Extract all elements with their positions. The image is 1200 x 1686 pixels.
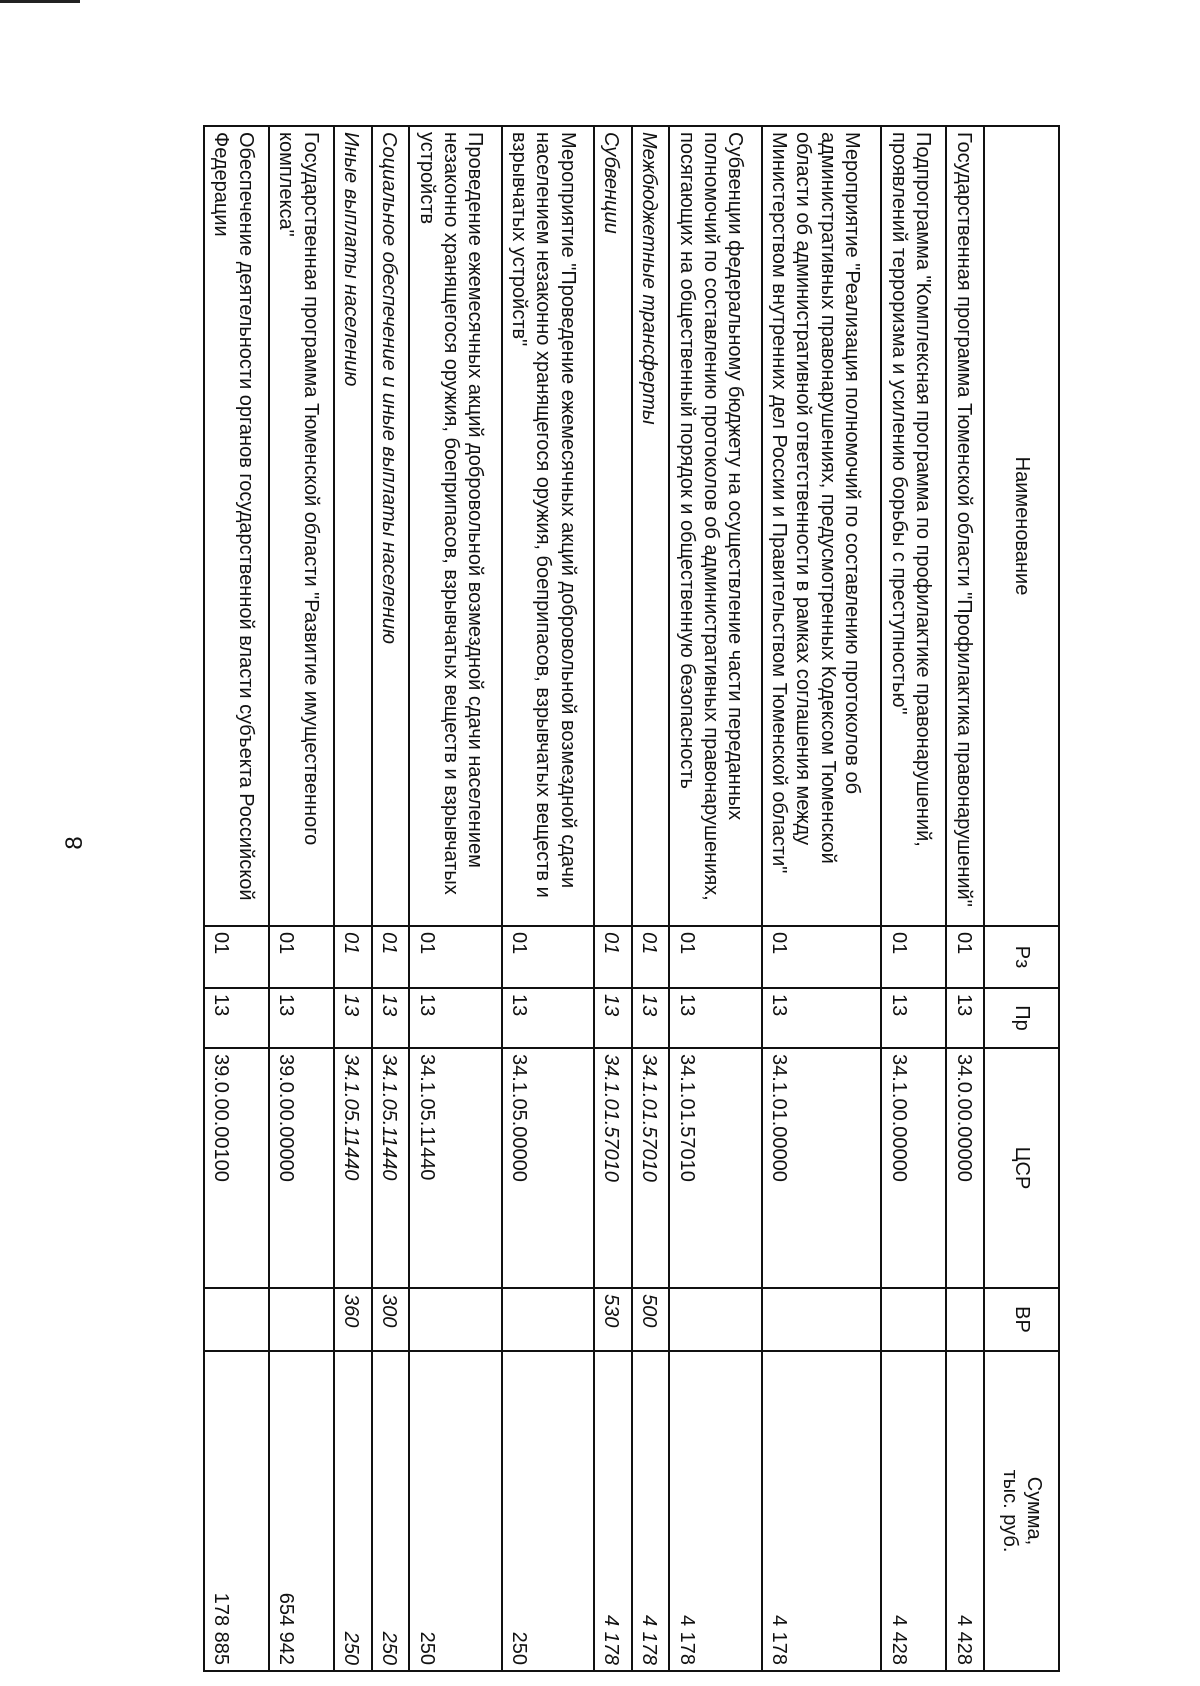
cell-sum: 178 885 [204, 1351, 269, 1671]
cell-csr: 34.1.01.57010 [669, 1048, 761, 1288]
cell-pr: 13 [946, 988, 984, 1048]
table-row [762, 126, 882, 1671]
table-row [204, 126, 269, 1671]
cell-pr: 13 [632, 988, 670, 1048]
cell-name: Социальное обеспечение и иные выплаты населению [372, 126, 410, 926]
rotated-table-frame [203, 125, 1060, 1670]
cell-rz: 01 [669, 926, 761, 988]
cell-sum: 4 178 [762, 1351, 882, 1671]
cell-csr: 34.1.00.00000 [881, 1048, 946, 1288]
cell-vr [946, 1288, 984, 1351]
header-sum: Сумма, тыс. руб. [984, 1351, 1059, 1671]
cell-vr [762, 1288, 882, 1351]
cell-pr: 13 [372, 988, 410, 1048]
cell-rz: 01 [594, 926, 632, 988]
cell-vr [204, 1288, 269, 1351]
budget-table [203, 125, 1060, 1672]
cell-sum: 654 942 [269, 1351, 334, 1671]
cell-sum: 4 178 [594, 1351, 632, 1671]
cell-rz: 01 [204, 926, 269, 988]
cell-sum: 250 [334, 1351, 372, 1671]
cell-vr [881, 1288, 946, 1351]
cell-csr: 34.1.01.00000 [762, 1048, 882, 1288]
cell-name: Субвенции [594, 126, 632, 926]
cell-sum: 250 [409, 1351, 501, 1671]
cell-sum: 250 [502, 1351, 594, 1671]
cell-pr: 13 [204, 988, 269, 1048]
table-row [632, 126, 670, 1671]
table-row [409, 126, 501, 1671]
cell-pr: 13 [269, 988, 334, 1048]
cell-pr: 13 [881, 988, 946, 1048]
cell-csr: 34.1.05.11440 [334, 1048, 372, 1288]
cell-vr: 530 [594, 1288, 632, 1351]
cell-csr: 34.1.01.57010 [594, 1048, 632, 1288]
table-row [502, 126, 594, 1671]
cell-pr: 13 [502, 988, 594, 1048]
cell-pr: 13 [594, 988, 632, 1048]
cell-vr [269, 1288, 334, 1351]
cell-name: Субвенции федеральному бюджету на осуществление части переданных полномочий по составлению протоколов об административных правонарушениях, посягающих на общественный порядок и общественную безопасность [669, 126, 761, 926]
table-row [946, 126, 984, 1671]
cell-csr: 34.1.05.00000 [502, 1048, 594, 1288]
cell-csr: 39.0.00.00100 [204, 1048, 269, 1288]
cell-name: Подпрограмма "Комплексная программа по профилактике правонарушений, проявлений терроризма и усилению борьбы с преступностью" [881, 126, 946, 926]
cell-rz: 01 [269, 926, 334, 988]
table-row [669, 126, 761, 1671]
cell-name: Государственная программа Тюменской области "Развитие имущественного комплекса" [269, 126, 334, 926]
cell-name: Иные выплаты населению [334, 126, 372, 926]
cell-rz: 01 [632, 926, 670, 988]
cell-pr: 13 [669, 988, 761, 1048]
header-vr: ВР [984, 1288, 1059, 1351]
cell-vr [409, 1288, 501, 1351]
cell-name: Обеспечение деятельности органов государственной власти субъекта Российской Федерации [204, 126, 269, 926]
table-header-row [984, 126, 1059, 1671]
cell-pr: 13 [334, 988, 372, 1048]
cell-vr: 300 [372, 1288, 410, 1351]
table-body [204, 126, 984, 1671]
cell-rz: 01 [881, 926, 946, 988]
cell-csr: 34.1.05.11440 [372, 1048, 410, 1288]
cell-name: Проведение ежемесячных акций добровольной возмездной сдачи населением незаконно хранящегося оружия, боеприпасов, взрывчатых веществ и взрывчатых устройств [409, 126, 501, 926]
header-pr: Пр [984, 988, 1059, 1048]
header-name: Наименование [984, 126, 1059, 926]
table-row [269, 126, 334, 1671]
cell-vr: 360 [334, 1288, 372, 1351]
cell-csr: 34.1.05.11440 [409, 1048, 501, 1288]
table-row [334, 126, 372, 1671]
cell-rz: 01 [502, 926, 594, 988]
page-number: 8 [61, 836, 88, 850]
cell-rz: 01 [946, 926, 984, 988]
cell-vr [502, 1288, 594, 1351]
cell-sum: 250 [372, 1351, 410, 1671]
header-rz: Рз [984, 926, 1059, 988]
cell-csr: 34.1.01.57010 [632, 1048, 670, 1288]
header-csr: ЦСР [984, 1048, 1059, 1288]
cell-name: Межбюджетные трансферты [632, 126, 670, 926]
cell-rz: 01 [762, 926, 882, 988]
cell-sum: 4 178 [669, 1351, 761, 1671]
table-row [881, 126, 946, 1671]
cell-pr: 13 [409, 988, 501, 1048]
cell-rz: 01 [372, 926, 410, 988]
cell-name: Мероприятие "Проведение ежемесячных акций добровольной возмездной сдачи населением незаконно хранящегося оружия, боеприпасов, взрывчатых веществ и взрывчатых устройств" [502, 126, 594, 926]
cell-pr: 13 [762, 988, 882, 1048]
cell-sum: 4 428 [946, 1351, 984, 1671]
scan-corner-mark [0, 0, 80, 3]
cell-csr: 34.0.00.00000 [946, 1048, 984, 1288]
cell-sum: 4 178 [632, 1351, 670, 1671]
cell-name: Мероприятие "Реализация полномочий по составлению протоколов об административных правонарушениях, предусмотренных Кодексом Тюменской области об административной ответственности в рамках соглашения между Министерством внутренних дел России и Правительством Тюменской области" [762, 126, 882, 926]
table-row [372, 126, 410, 1671]
cell-sum: 4 428 [881, 1351, 946, 1671]
cell-rz: 01 [409, 926, 501, 988]
cell-csr: 39.0.00.00000 [269, 1048, 334, 1288]
cell-vr [669, 1288, 761, 1351]
table-row [594, 126, 632, 1671]
cell-rz: 01 [334, 926, 372, 988]
cell-vr: 500 [632, 1288, 670, 1351]
cell-name: Государственная программа Тюменской области "Профилактика правонарушений" [946, 126, 984, 926]
